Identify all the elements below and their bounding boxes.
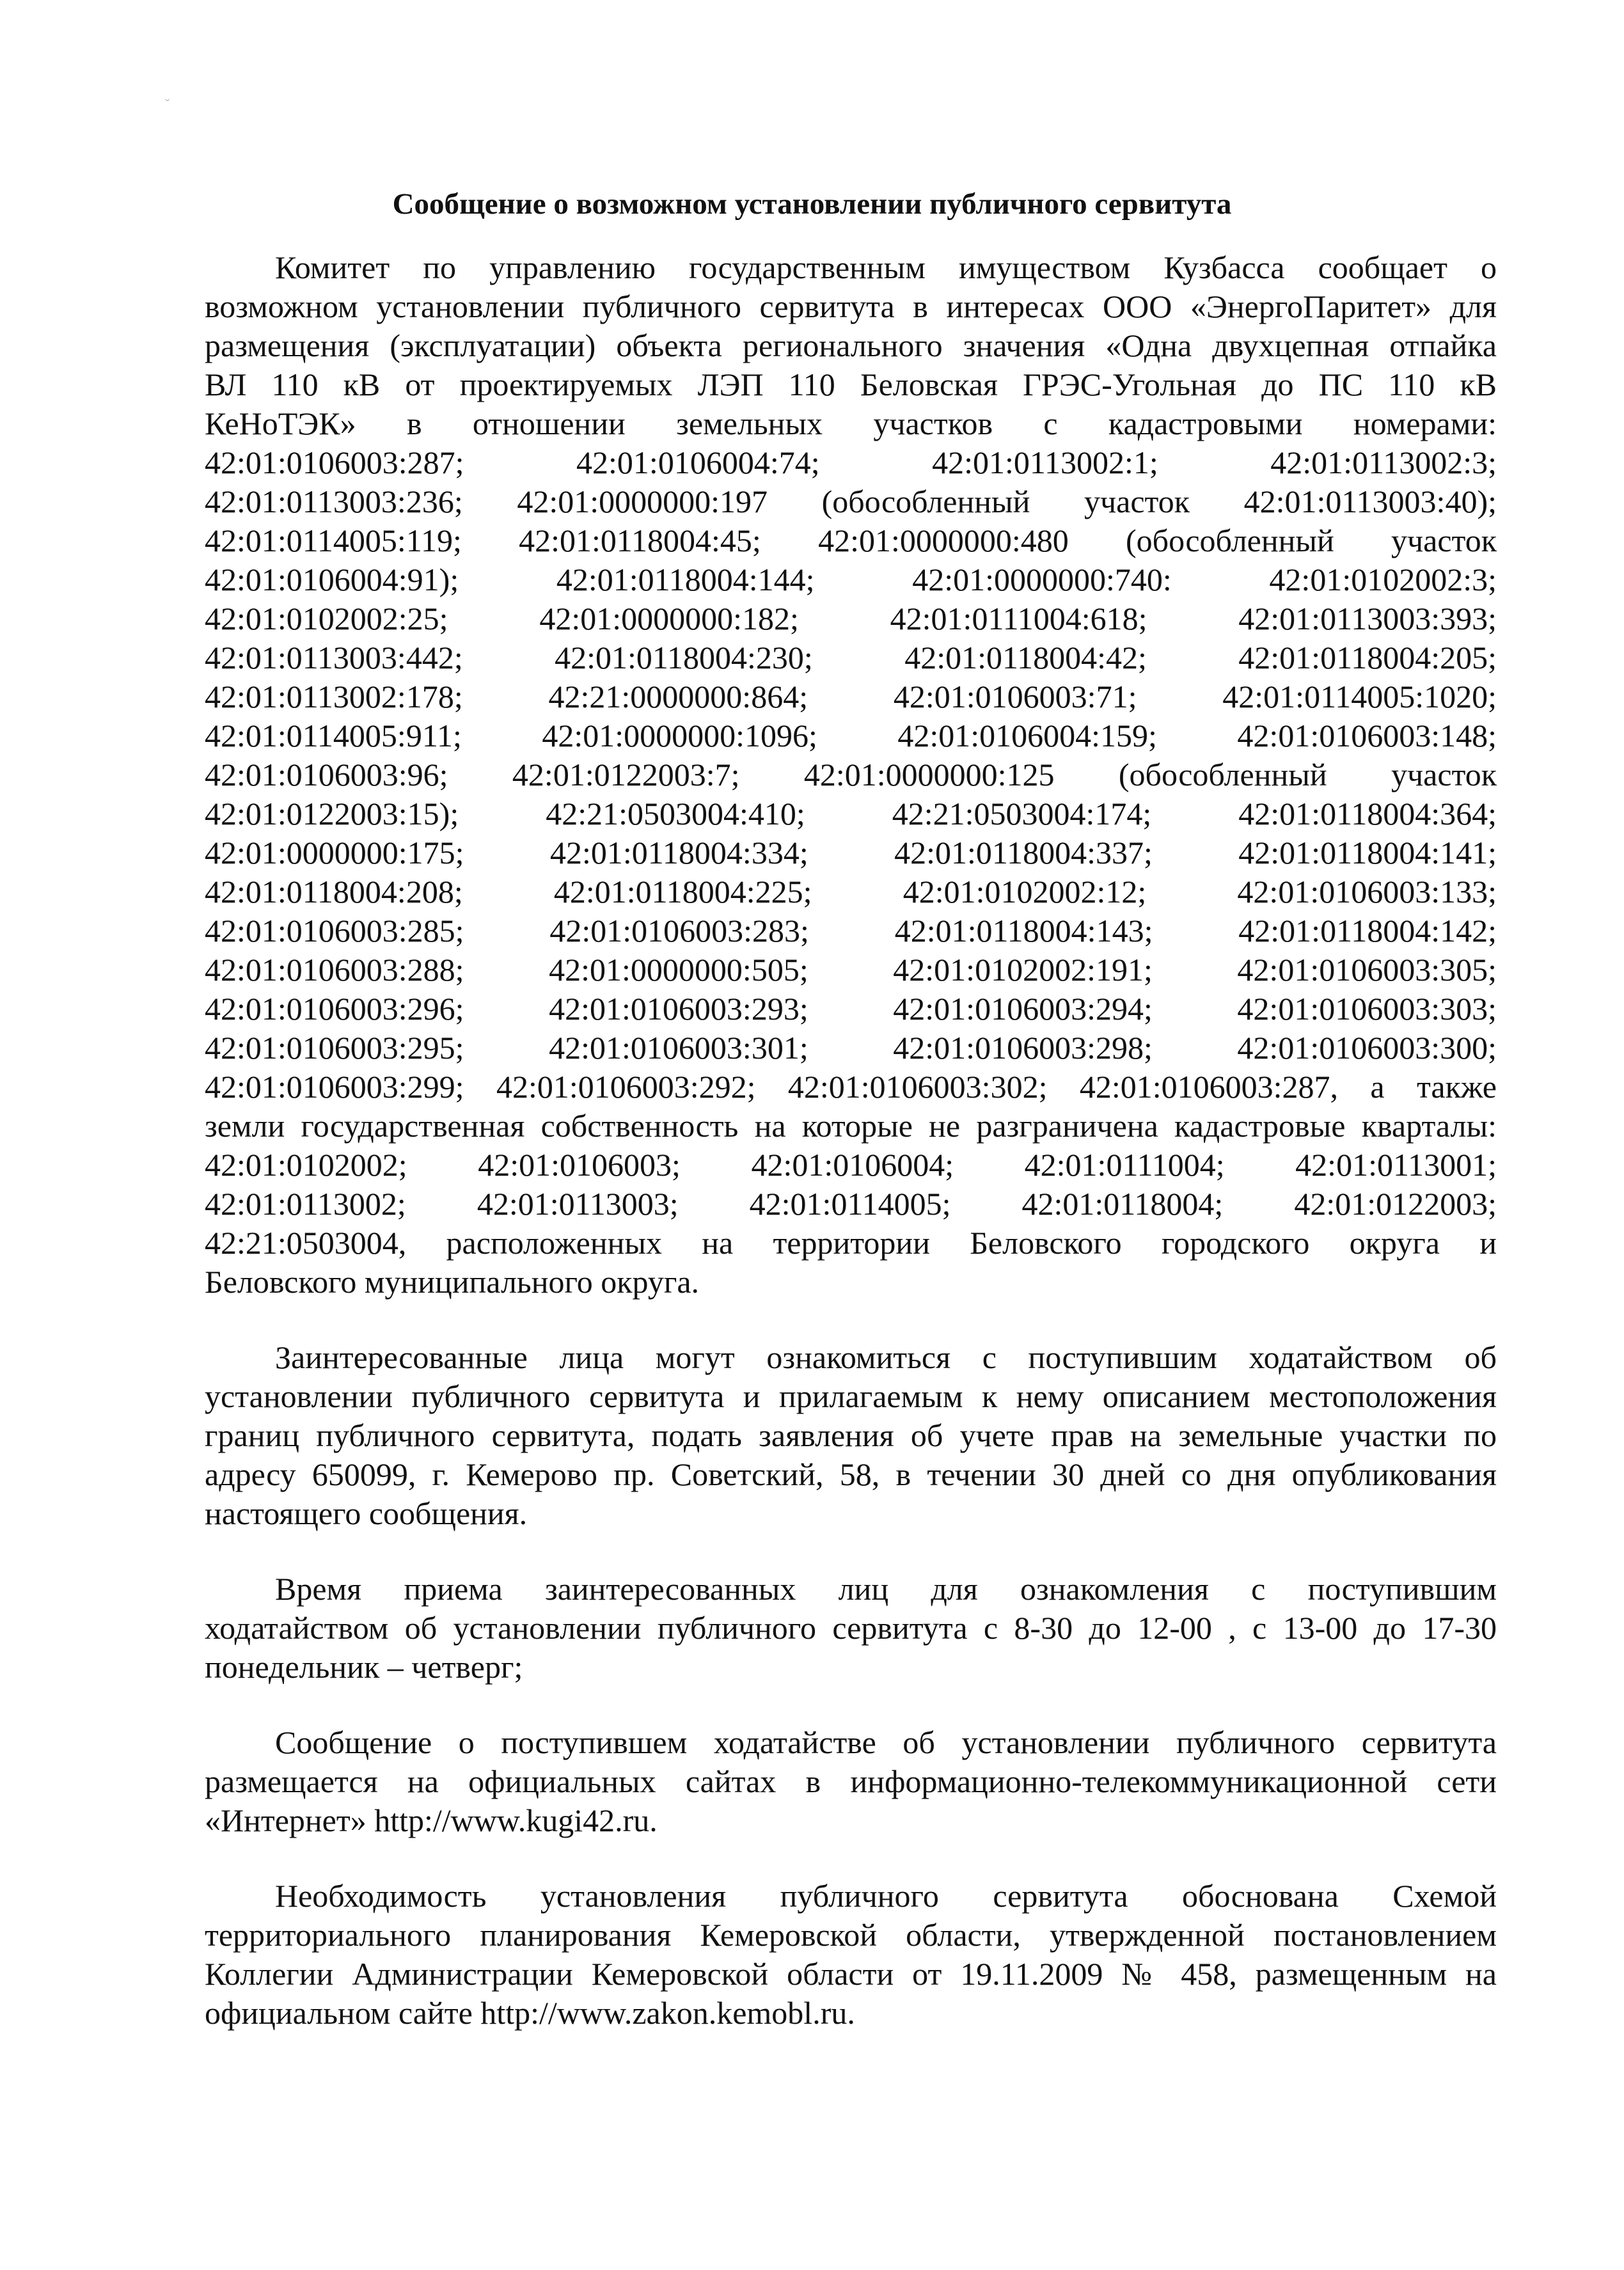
text-line: Комитет по управлению государственным имуществом Кузбасса сообщает о [275,249,1497,285]
text-line: 42:01:0122003:15); 42:21:0503004:410; 42:21:0503004:174; 42:01:0118004:364; [205,796,1497,832]
text-line: настоящего сообщения. [205,1495,528,1531]
text-line: 42:21:0503004, расположенных на территории Беловского городского округа и [205,1225,1497,1261]
text-line: 42:01:0106003:285; 42:01:0106003:283; 42:01:0118004:143; 42:01:0118004:142; [205,913,1497,949]
text-line: КеНоТЭК» в отношении земельных участков с кадастровыми номерами: [205,406,1497,441]
text-line: установлении публичного сервитута и прилагаемым к нему описанием местоположения [205,1378,1497,1414]
text-line: 42:01:0106003:287; 42:01:0106004:74; 42:01:0113002:1; 42:01:0113002:3; [205,445,1497,480]
text-line: 42:01:0114005:911; 42:01:0000000:1096; 42:01:0106004:159; 42:01:0106003:148; [205,718,1497,753]
text-line: 42:01:0106003:96; 42:01:0122003:7; 42:01:0000000:125 (обособленный участок [205,757,1497,792]
text-line: 42:01:0102002; 42:01:0106003; 42:01:0106004; 42:01:0111004; 42:01:0113001; [205,1147,1497,1183]
text-line: Беловского муниципального округа. [205,1264,700,1300]
text-line: земли государственная собственность на которые не разграничена кадастровые кварталы: [205,1108,1497,1144]
paragraph [205,1723,1497,1840]
document-title: Сообщение о возможном установлении публичного сервитута [392,187,1232,221]
text-line: 42:01:0113003:236; 42:01:0000000:197 (обособленный участок 42:01:0113003:40); [205,484,1497,519]
text-line: 42:01:0102002:25; 42:01:0000000:182; 42:01:0111004:618; 42:01:0113003:393; [205,601,1497,636]
text-line: «Интернет» http://www.kugi42.ru. [205,1802,658,1838]
scan-speck: ˇ [165,96,170,112]
paragraph-gap [205,1687,1497,1723]
text-line: Время приема заинтересованных лиц для ознакомления с поступившим [275,1571,1497,1607]
text-line: размещения (эксплуатации) объекта регионального значения «Одна двухцепная отпайка [205,327,1497,363]
text-line: 42:01:0000000:175; 42:01:0118004:334; 42:01:0118004:337; 42:01:0118004:141; [205,835,1497,871]
paragraph [205,248,1497,1302]
text-line: Сообщение о поступившем ходатайстве об установлении публичного сервитута [275,1724,1497,1760]
text-line: 42:01:0118004:208; 42:01:0118004:225; 42:01:0102002:12; 42:01:0106003:133; [205,874,1497,910]
text-line: возможном установлении публичного сервитута в интересах ООО «ЭнергоПаритет» для [205,288,1497,324]
text-line: понедельник – четверг; [205,1649,523,1685]
paragraph-gap [205,1533,1497,1570]
text-line: Коллегии Администрации Кемеровской области от 19.11.2009 № 458, размещенным на [205,1956,1497,1992]
text-line: размещается на официальных сайтах в информационно-телекоммуникационной сети [205,1763,1497,1799]
document-body [205,248,1497,2033]
text-line: 42:01:0113002:178; 42:21:0000000:864; 42:01:0106003:71; 42:01:0114005:1020; [205,679,1497,714]
text-line: территориального планирования Кемеровской области, утвержденной постановлением [205,1917,1497,1953]
paragraph [205,1570,1497,1687]
text-line: границ публичного сервитута, подать заявления об учете прав на земельные участки по [205,1417,1497,1453]
text-line: официальном сайте http://www.zakon.kemobl.ru. [205,1995,855,2031]
text-line: 42:01:0106003:288; 42:01:0000000:505; 42:01:0102002:191; 42:01:0106003:305; [205,952,1497,988]
text-line: ходатайством об установлении публичного сервитута с 8-30 до 12-00 , с 13-00 до 17-30 [205,1610,1497,1646]
text-line: 42:01:0106003:295; 42:01:0106003:301; 42:01:0106003:298; 42:01:0106003:300; [205,1030,1497,1066]
paragraph-gap [205,1302,1497,1338]
paragraph [205,1877,1497,2033]
text-line: 42:01:0114005:119; 42:01:0118004:45; 42:01:0000000:480 (обособленный участок [205,523,1497,558]
text-line: 42:01:0113002; 42:01:0113003; 42:01:0114005; 42:01:0118004; 42:01:0122003; [205,1186,1497,1222]
text-line: 42:01:0106003:299; 42:01:0106003:292; 42:01:0106003:302; 42:01:0106003:287, а также [205,1069,1497,1105]
text-line: 42:01:0106003:296; 42:01:0106003:293; 42:01:0106003:294; 42:01:0106003:303; [205,991,1497,1027]
text-line: ВЛ 110 кВ от проектируемых ЛЭП 110 Беловская ГРЭС-Угольная до ПС 110 кВ [205,367,1497,402]
text-line: 42:01:0106004:91); 42:01:0118004:144; 42:01:0000000:740: 42:01:0102002:3; [205,562,1497,597]
text-line: Заинтересованные лица могут ознакомиться с поступившим ходатайством об [275,1339,1497,1375]
paragraph [205,1338,1497,1533]
paragraph-gap [205,1840,1497,1877]
text-line: 42:01:0113003:442; 42:01:0118004:230; 42:01:0118004:42; 42:01:0118004:205; [205,640,1497,675]
text-line: адресу 650099, г. Кемерово пр. Советский, 58, в течении 30 дней со дня опубликования [205,1456,1497,1492]
text-line: Необходимость установления публичного сервитута обоснована Схемой [275,1878,1497,1914]
